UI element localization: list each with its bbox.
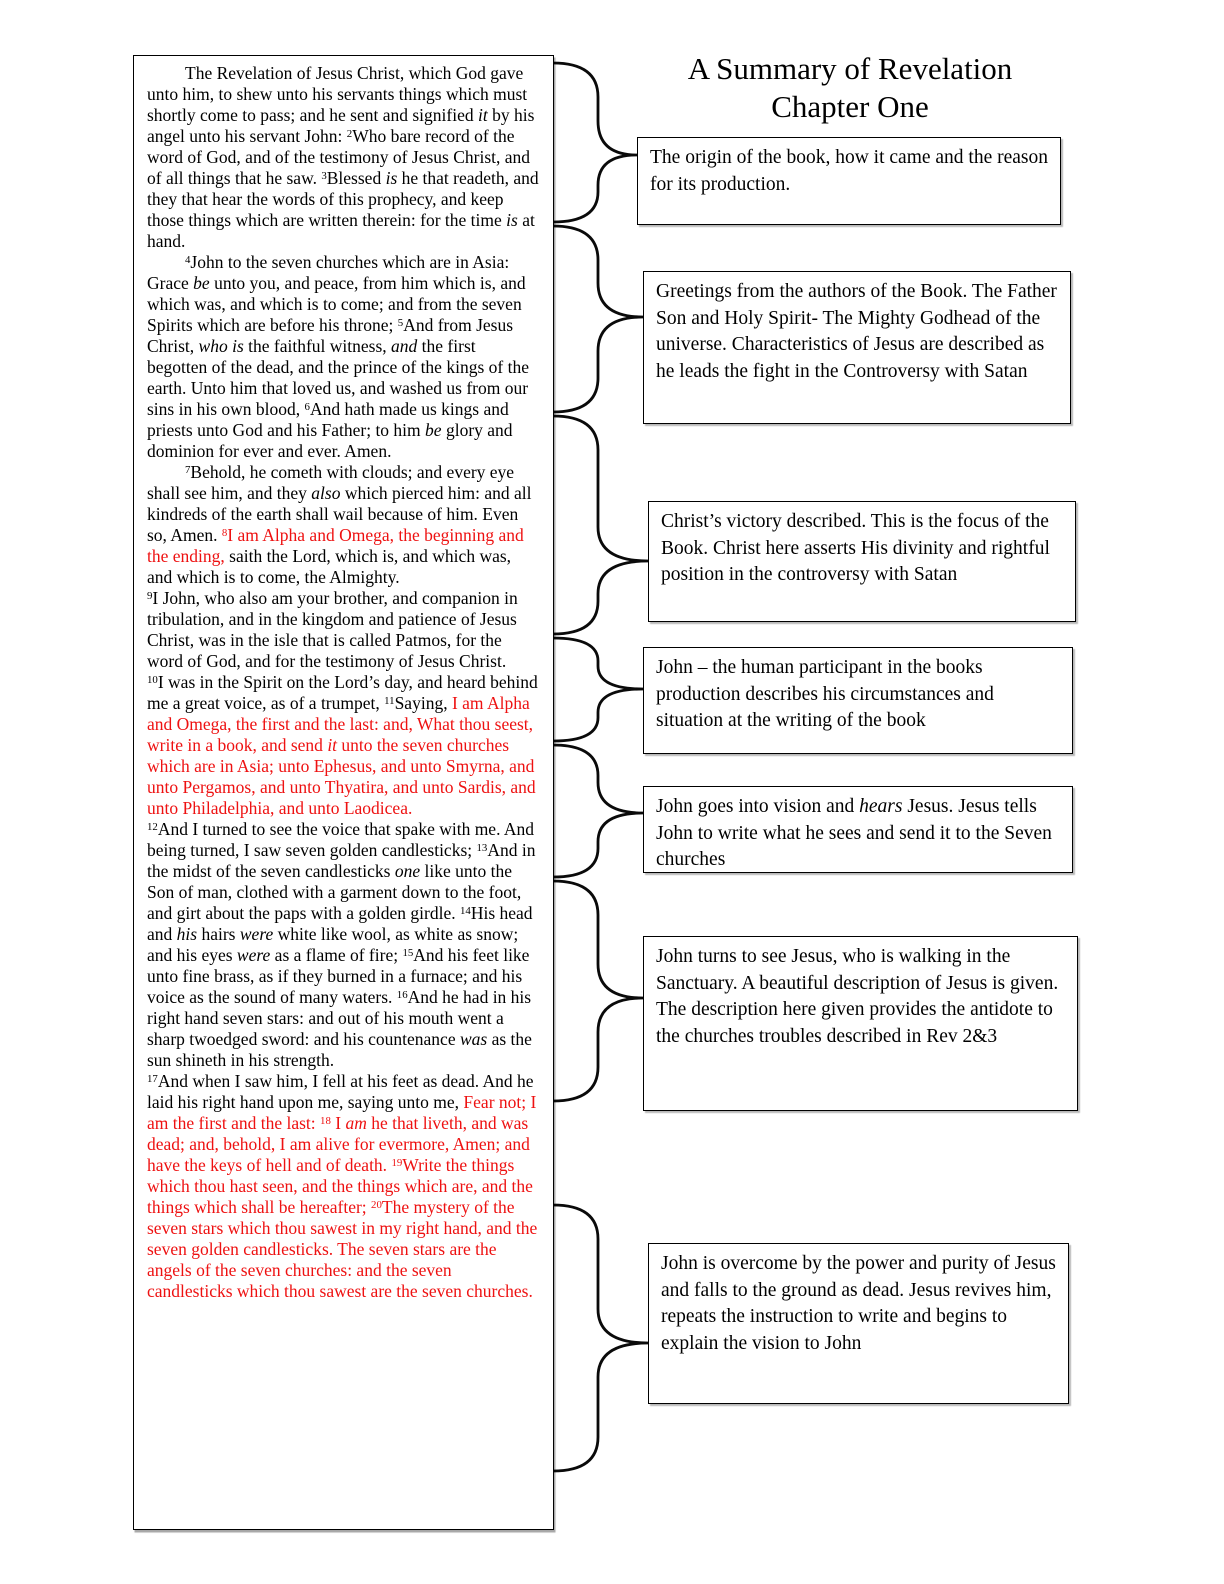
text-run: Write the things which thou hast seen, and the things which are, and the things which shall be hereafter; — [147, 1155, 533, 1217]
text-run: were — [236, 945, 271, 965]
text-run: at hand. — [147, 210, 535, 251]
text-run: he that readeth, and they that hear the words of this prophecy, and keep those things which are written therein: for the time — [147, 168, 539, 230]
verse-number: 12 — [147, 821, 158, 834]
verse-number: 19 — [391, 1157, 403, 1170]
brace — [553, 881, 643, 1101]
brace — [553, 226, 643, 412]
text-run: Greetings from the authors of the Book. The Father Son and Holy Spirit- The Mighty Godhead of the universe. Characteristics of Jesus are described as he leads the fight in the Controversy with Satan — [656, 281, 1057, 382]
text-run: be — [425, 420, 442, 440]
verse-number: 11 — [384, 695, 395, 708]
text-run: I am Alpha and Omega, the first and the last: and, What thou seest, write in a book, and send — [147, 693, 534, 755]
verse-number: 13 — [476, 842, 488, 855]
text-run: Blessed — [326, 168, 386, 188]
text-run: unto you, and peace, from him which is, and which was, and which is to come; and from the seven Spirits which are before his throne; — [147, 273, 526, 335]
verse-number: 9 — [147, 590, 153, 603]
text-run: And in the midst of the seven candlesticks — [147, 840, 536, 881]
text-run: The mystery of the seven stars which thou sawest in my right hand, and the seven golden candlesticks. The seven stars are the angels of the seven churches: and the seven candlesticks which thou sawest are the seven churches. — [147, 1197, 538, 1301]
verse-number: 7 — [185, 464, 191, 477]
text-run: His head and — [147, 903, 533, 944]
text-run: one — [394, 861, 421, 881]
text-run: saith the Lord, which is, and which was, and which is to come, the Almighty. — [147, 546, 512, 587]
text-run: The Revelation of Jesus Christ, which God gave unto him, to shew unto his servants things which must shortly come to pass; and he sent and signified — [147, 63, 528, 125]
text-run: Saying, — [394, 693, 452, 713]
summary-box-greetings — [643, 271, 1071, 424]
text-run: unto the seven churches which are in Asia; unto Ephesus, and unto Smyrna, and unto Pergamos, and unto Thyatira, and unto Sardis, and unto Philadelphia, and unto Laodicea. — [147, 735, 536, 818]
brace — [553, 416, 648, 634]
verse-number: 10 — [147, 674, 158, 687]
brace — [553, 638, 643, 741]
text-run: hairs — [197, 924, 240, 944]
verse-number: 6 — [304, 401, 310, 414]
text-run: And hath made us kings and priests unto God and his Father; to him — [147, 399, 509, 440]
scripture-paragraph — [147, 819, 540, 1071]
text-run: John to the seven churches which are in Asia: Grace — [147, 252, 510, 293]
verse-number: 8 — [221, 527, 228, 540]
verse-number: 15 — [402, 947, 414, 960]
verse-number: 14 — [459, 905, 471, 918]
text-run: And from Jesus Christ, — [147, 315, 514, 356]
verse-number: 20 — [371, 1199, 382, 1212]
text-run: John is overcome by the power and purity of Jesus and falls to the ground as dead. Jesus revives him, repeats the instruction to write and begins to explain the vision to John — [661, 1253, 1056, 1354]
text-run: am — [345, 1113, 367, 1133]
text-run: hears — [859, 796, 903, 817]
scripture-paragraph — [147, 63, 540, 252]
text-run: Fear not; I am the first and the last: — [147, 1092, 537, 1133]
text-run: the faithful witness, — [243, 336, 392, 356]
text-run: is — [506, 210, 518, 230]
summary-box-origin — [637, 137, 1061, 225]
text-run: by his angel unto his servant John: — [147, 105, 535, 146]
verse-number: 16 — [396, 989, 408, 1002]
verse-number: 3 — [321, 170, 327, 183]
text-run: Behold, he cometh with clouds; and every eye shall see him, and they — [147, 462, 515, 503]
text-run: John – the human participant in the books production describes his circumstances and situation at the writing of the book — [656, 657, 994, 731]
summary-box-john-vision — [643, 786, 1073, 873]
text-run: white like wool, as white as snow; and his eyes — [147, 924, 519, 965]
text-run: I — [330, 1113, 346, 1133]
text-run: Who bare record of the word of God, and of the testimony of Jesus Christ, and of all things that he saw. — [147, 126, 531, 188]
summary-box-john-overcome — [648, 1243, 1069, 1404]
text-run: And I turned to see the voice that spake with me. And being turned, I saw seven golden candlesticks; — [147, 819, 534, 860]
text-run: was — [459, 1029, 488, 1049]
page-title — [622, 50, 1078, 126]
scripture-paragraph — [147, 462, 540, 588]
brace — [553, 1205, 648, 1471]
brace — [553, 745, 643, 877]
text-run: I am Alpha and Omega, the beginning and the ending, — [147, 525, 524, 566]
text-run: who is — [198, 336, 244, 356]
text-run: like unto the Son of man, clothed with a garment down to the foot, and girt about the paps with a golden girdle. — [147, 861, 522, 923]
scripture-paragraph — [147, 588, 540, 672]
summary-box-john-participant — [643, 647, 1073, 754]
scripture-paragraph — [147, 252, 540, 462]
verse-number: 2 — [346, 128, 353, 141]
text-run: Jesus. Jesus tells John to write what he sees and send it to the Seven churches — [656, 796, 1052, 870]
text-run: The origin of the book, how it came and the reason for its production. — [650, 147, 1049, 195]
text-run: glory and dominion for ever and ever. Amen. — [147, 420, 513, 461]
text-run: be — [193, 273, 210, 293]
text-run: And he had in his right hand seven stars: and out of his mouth went a sharp twoedged sword: and his countenance — [147, 987, 532, 1049]
page-title-line1: A Summary of Revelation — [687, 51, 1013, 86]
text-run: were — [239, 924, 274, 944]
verse-number: 4 — [185, 254, 191, 267]
scripture-text-box — [133, 55, 554, 1530]
text-run: as a flame of fire; — [270, 945, 403, 965]
scripture-paragraph — [147, 1071, 540, 1302]
text-run: as the sun shineth in his strength. — [147, 1029, 532, 1070]
text-run: And his feet like unto fine brass, as if they burned in a furnace; and his voice as the sound of many waters. — [147, 945, 530, 1007]
verse-number: 18 — [320, 1115, 331, 1128]
text-run: is — [385, 168, 398, 188]
page-title-line2: Chapter One — [771, 89, 929, 124]
verse-number: 17 — [147, 1073, 158, 1086]
text-run: it — [477, 105, 488, 125]
text-run: And when I saw him, I fell at his feet as dead. And he laid his right hand upon me, saying unto me, — [147, 1071, 534, 1112]
text-run: John turns to see Jesus, who is walking in the Sanctuary. A beautiful description of Jesus is given. The description here given provides the antidote to the churches troubles described in Rev 2&3 — [656, 946, 1059, 1047]
text-run: also — [311, 483, 341, 503]
text-run: the first begotten of the dead, and the prince of the kings of the earth. Unto him that loved us, and washed us from our sins in his own blood, — [147, 336, 529, 419]
text-run: John goes into vision and — [656, 796, 860, 817]
text-run: which pierced him: and all kindreds of the earth shall wail because of him. Even so, Amen. — [147, 483, 532, 545]
text-run: I was in the Spirit on the Lord’s day, and heard behind me a great voice, as of a trumpet, — [147, 672, 538, 713]
text-run: Christ’s victory described. This is the focus of the Book. Christ here asserts His divinity and rightful position in the controversy with Satan — [661, 511, 1050, 585]
summary-box-christs-victory — [648, 501, 1076, 622]
text-run: he that liveth, and was dead; and, behold, I am alive for evermore, Amen; and have the keys of hell and of death. — [147, 1113, 530, 1175]
text-run: and — [391, 336, 418, 356]
summary-box-john-turns — [643, 936, 1078, 1111]
text-run: I John, who also am your brother, and companion in tribulation, and in the kingdom and patience of Jesus Christ, was in the isle that is called Patmos, for the word of God, and for the testimony of Jesus Christ. — [147, 588, 518, 671]
text-run: it — [327, 735, 338, 755]
scripture-paragraph — [147, 672, 540, 819]
text-run: his — [176, 924, 198, 944]
verse-number: 5 — [397, 317, 404, 330]
